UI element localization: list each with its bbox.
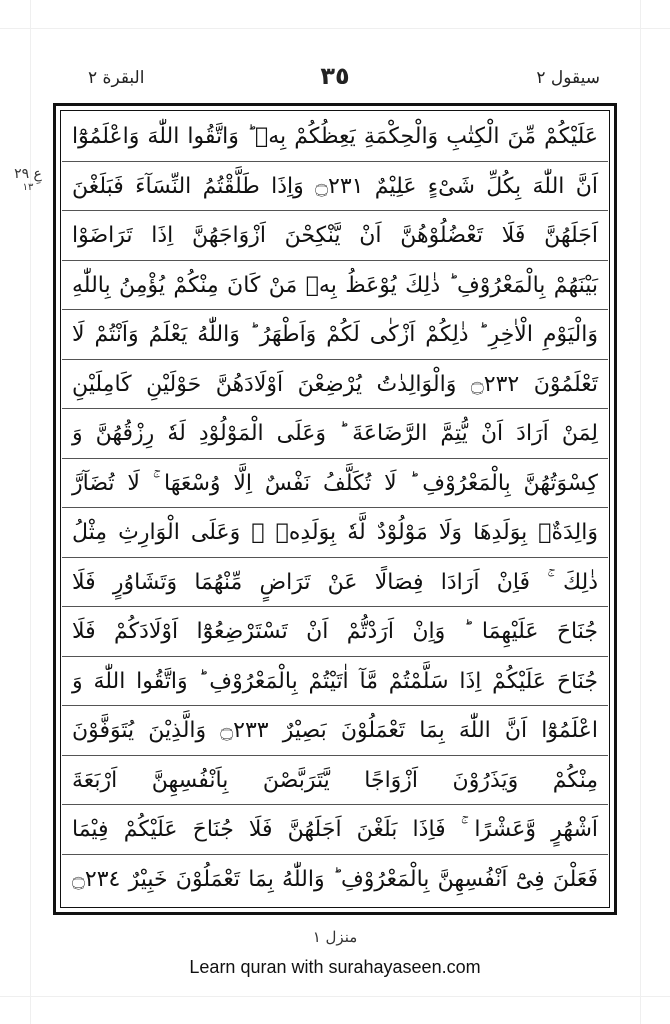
verse-line: كِسْوَتُهُنَّ بِالْمَعْرُوْفِ ؕ لَا تُكَلَّفُ نَفْسٌ اِلَّا وُسْعَهَا ۚ لَا تُضَآرَّ	[62, 459, 608, 509]
website-caption: Learn quran with surahayaseen.com	[189, 957, 481, 977]
verse-line: جُنَاحَ عَلَيْكُمْ اِذَا سَلَّمْتُمْ مَّآ اٰتَيْتُمْ بِالْمَعْرُوْفِ ؕ وَاتَّقُوا اللّٰهَ وَ	[62, 657, 608, 707]
verse-line: اَشْهُرٍ وَّعَشْرًا ۚ فَاِذَا بَلَغْنَ اَجَلَهُنَّ فَلَا جُنَاحَ عَلَيْكُمْ فِيْمَا	[62, 805, 608, 855]
verse-line: بَيْنَهُمْ بِالْمَعْرُوْفِ ؕ ذٰلِكَ يُوْعَظُ بِهٖ مَنْ كَانَ مِنْكُمْ يُؤْمِنُ بِاللّٰهِ	[62, 261, 608, 311]
page-number: ٣٥	[320, 62, 350, 90]
verse-line: اَنَّ اللّٰهَ بِكُلِّ شَیْءٍ عَلِيْمٌ ۝٢٣١ وَاِذَا طَلَّقْتُمُ النِّسَآءَ فَبَلَغْنَ	[62, 162, 608, 212]
verse-line: اعْلَمُوْٓا اَنَّ اللّٰهَ بِمَا تَعْمَلُوْنَ بَصِيْرٌ ۝٢٣٣ وَالَّذِيْنَ يُتَوَفَّوْنَ	[62, 706, 608, 756]
verse-line: ذٰلِكَ ۚ فَاِنْ اَرَادَا فِصَالًا عَنْ تَرَاضٍ مِّنْهُمَا وَتَشَاوُرٍ فَلَا	[62, 558, 608, 608]
page-guide-right	[640, 0, 641, 1024]
verse-line: فَعَلْنَ فِیْٓ اَنْفُسِهِنَّ بِالْمَعْرُوْفِ ؕ وَاللّٰهُ بِمَا تَعْمَلُوْنَ خَبِيْرٌ ۝٢٣٤	[72, 866, 598, 892]
page-guide-left	[30, 0, 31, 1024]
page-guide-top	[0, 28, 670, 29]
ruku-count: ١٣	[22, 182, 34, 193]
verse-line: وَالْيَوْمِ الْاٰخِرِ ؕ ذٰلِكُمْ اَزْكٰى لَكُمْ وَاَطْهَرُ ؕ وَاللّٰهُ يَعْلَمُ وَاَنْتُمْ لَا	[62, 310, 608, 360]
ruku-label: عِ ٢٩	[14, 166, 42, 182]
verse-line: وَالِدَةٌۢ بِوَلَدِهَا وَلَا مَوْلُوْدٌ لَّهٗ بِوَلَدِهٖ ۚ وَعَلَى الْوَارِثِ مِثْلُ	[62, 508, 608, 558]
verse-line: تَعْلَمُوْنَ ۝٢٣٢ وَالْوَالِدٰتُ يُرْضِعْنَ اَوْلَادَهُنَّ حَوْلَيْنِ كَامِلَيْنِ	[62, 360, 608, 410]
verse-line: جُنَاحَ عَلَيْهِمَا ؕ وَاِنْ اَرَدْتُّمْ اَنْ تَسْتَرْضِعُوْٓا اَوْلَادَكُمْ فَلَا	[62, 607, 608, 657]
ruku-marker	[8, 166, 48, 193]
manzil-label: منزل ١	[312, 928, 358, 946]
verse-line: اَجَلَهُنَّ فَلَا تَعْضُلُوْهُنَّ اَنْ يَّنْكِحْنَ اَزْوَاجَهُنَّ اِذَا تَرَاضَوْا	[62, 211, 608, 261]
verse-line: مِنْكُمْ وَيَذَرُوْنَ اَزْوَاجًا يَّتَرَبَّصْنَ بِاَنْفُسِهِنَّ اَرْبَعَةَ	[62, 756, 608, 806]
page-guide-bottom	[0, 996, 670, 997]
juz-name: سیقول ٢	[536, 68, 600, 88]
surah-name: البقرة ٢	[88, 68, 145, 88]
verse-line: لِمَنْ اَرَادَ اَنْ يُّتِمَّ الرَّضَاعَةَ ؕ وَعَلَى الْمَوْلُوْدِ لَهٗ رِزْقُهُنَّ وَ	[62, 409, 608, 459]
verse-line: عَلَيْكُمْ مِّنَ الْكِتٰبِ وَالْحِكْمَةِ يَعِظُكُمْ بِهٖ ؕ وَاتَّقُوا اللّٰهَ وَاعْلَمُوْٓا	[62, 112, 608, 162]
verse-lines	[62, 112, 608, 904]
